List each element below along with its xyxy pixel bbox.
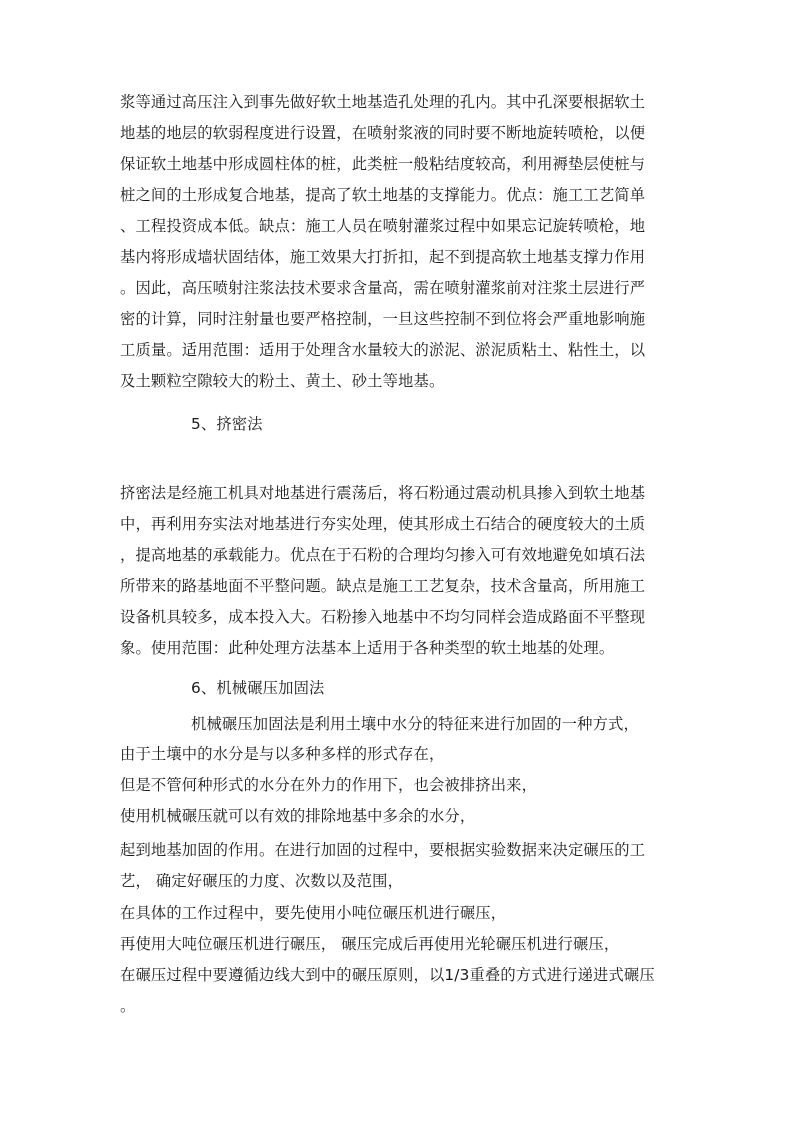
paragraph-3-line: 起到地基加固的作用。在进行加固的过程中，要根据实验数据来决定碾压的工 xyxy=(120,841,646,859)
paragraph-1-line: 地基的地层的软弱程度进行设置，在喷射浆液的同时要不断地旋转喷枪，以便 xyxy=(120,124,646,142)
paragraph-1-line: 浆等通过高压注入到事先做好软土地基造孔处理的孔内。其中孔深要根据软土 xyxy=(120,93,646,111)
paragraph-3-line: 艺， 确定好碾压的力度、次数以及范围， xyxy=(120,872,404,890)
paragraph-3-line: 。 xyxy=(120,997,136,1015)
paragraph-1-line: 工质量。适用范围：适用于处理含水量较大的淤泥、淤泥质粘土、粘性土，以 xyxy=(120,341,646,359)
paragraph-1-line: 基内将形成墙状固结体，施工效果大打折扣，起不到提高软土地基支撑力作用 xyxy=(120,248,646,266)
paragraph-3-line: 在碾压过程中要遵循边线大到中的碾压原则，以1/3重叠的方式进行递进式碾压 xyxy=(120,966,655,984)
paragraph-1-line: 密的计算，同时注射量也要严格控制，一旦这些控制不到位将会严重地影响施 xyxy=(120,310,646,328)
paragraph-2-line: 中，再利用夯实法对地基进行夯实处理，使其形成土石结合的硬度较大的土质 xyxy=(120,515,646,533)
section-heading-5: 5、挤密法 xyxy=(191,415,263,433)
paragraph-3-line: 由于土壤中的水分是与以多种多样的形式存在， xyxy=(120,745,445,763)
section-heading-6: 6、机械碾压加固法 xyxy=(191,679,325,697)
paragraph-3-line: 机械碾压加固法是利用土壤中水分的特征来进行加固的一种方式， xyxy=(191,715,639,733)
paragraph-1-line: 桩之间的土形成复合地基，提高了软土地基的支撑能力。优点：施工工艺简单 xyxy=(120,186,646,204)
paragraph-2-line: 所带来的路基地面不平整问题。缺点是施工工艺复杂，技术含量高，所用施工 xyxy=(120,577,646,595)
paragraph-2-line: ，提高地基的承载能力。优点在于石粉的合理均匀掺入可有效地避免如填石法 xyxy=(120,546,646,564)
paragraph-3-line: 使用机械碾压就可以有效的排除地基中多余的水分， xyxy=(120,807,476,825)
paragraph-1-line: 保证软土地基中形成圆柱体的桩，此类桩一般粘结度较高，利用褥垫层使桩与 xyxy=(120,155,646,173)
paragraph-2-line: 设备机具较多，成本投入大。石粉掺入地基中不均匀同样会造成路面不平整现 xyxy=(120,608,646,626)
paragraph-3-line: 但是不管何种形式的水分在外力的作用下，也会被排挤出来， xyxy=(120,776,538,794)
paragraph-2-line: 挤密法是经施工机具对地基进行震荡后，将石粉通过震动机具掺入到软土地基 xyxy=(120,484,646,502)
paragraph-1-line: 、工程投资成本低。缺点：施工人员在喷射灌浆过程中如果忘记旋转喷枪，地 xyxy=(120,217,646,235)
paragraph-2-line: 象。使用范围：此种处理方法基本上适用于各种类型的软土地基的处理。 xyxy=(120,639,615,657)
paragraph-1-line: 及土颗粒空隙较大的粉土、黄土、砂土等地基。 xyxy=(120,372,445,390)
paragraph-3-line: 在具体的工作过程中，要先使用小吨位碾压机进行碾压， xyxy=(120,904,507,922)
paragraph-3-line: 再使用大吨位碾压机进行碾压， 碾压完成后再使用光轮碾压机进行碾压， xyxy=(120,935,620,953)
paragraph-1-line: 。因此，高压喷射注浆法技术要求含量高，需在喷射灌浆前对注浆土层进行严 xyxy=(120,279,646,297)
